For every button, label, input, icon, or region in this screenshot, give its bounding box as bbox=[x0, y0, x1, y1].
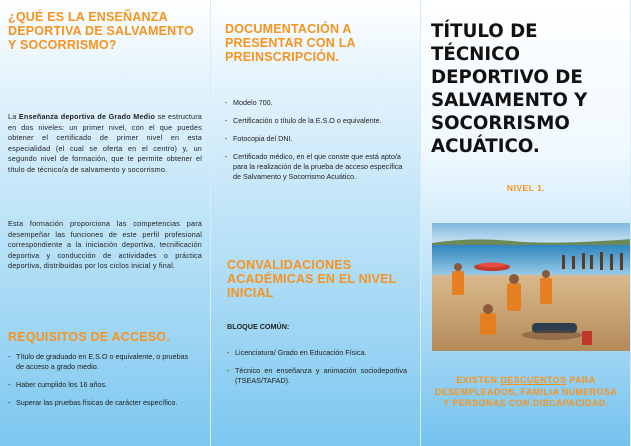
documents-list bbox=[225, 98, 405, 190]
document-item: - Certificación o título de la E.S.O o equivalente. bbox=[225, 116, 405, 126]
documentation-heading: DOCUMENTACIÓN A PRESENTAR CON LA PREINSCRIPCIÓN. bbox=[225, 22, 356, 64]
requirements-list bbox=[8, 352, 193, 416]
requirement-item: - Superar las pruebas físicas de carácter específico. bbox=[8, 398, 193, 408]
convalidations-heading: CONVALIDACIONES ACADÉMICAS EN EL NIVEL INICIAL bbox=[227, 258, 397, 300]
discount-notice bbox=[433, 375, 619, 410]
requirement-item: - Haber cumplido los 16 años. bbox=[8, 380, 193, 390]
requirement-item: - Título de graduado en E.S.O o equivalente, o pruebas de acceso a grado medio. bbox=[8, 352, 193, 372]
common-block-label: BLOQUE COMÚN: bbox=[227, 322, 290, 331]
discount-pre: EXISTEN bbox=[456, 375, 501, 385]
cover-title: TÍTULO DE TÉCNICO DEPORTIVO DE SALVAMENTO Y SOCORRISMO ACUÁTICO. bbox=[431, 21, 588, 157]
convalidation-item: - Técnico en enseñanza y animación sociodeportiva (TSEAS/TAFAD). bbox=[227, 366, 407, 386]
document-item: - Fotocopia del DNI. bbox=[225, 134, 405, 144]
intro-bold: Enseñanza deportiva de Grado Medio bbox=[18, 112, 156, 121]
what-is-heading: ¿QUÉ ES LA ENSEÑANZA DEPORTIVA DE SALVAMENTO Y SOCORRISMO? bbox=[8, 10, 194, 52]
panel-what-is bbox=[0, 0, 211, 446]
intro-paragraph bbox=[8, 112, 202, 175]
beach-rescue-photo bbox=[432, 223, 631, 351]
convalidation-item: - Licenciatura/ Grado en Educación Física. bbox=[227, 348, 407, 358]
panel-documentation bbox=[211, 0, 421, 446]
panel-cover bbox=[421, 0, 631, 446]
document-item: - Modelo 700. bbox=[225, 98, 405, 108]
competencies-paragraph: Esta formación proporciona las competencias para desempeñar las funciones de este perfil profesional correspondiente a la iniciación deportiva, tecnificación deportiva y conducción de actividades o práctica deportiva, distribuidas por los ciclos inicial y final. bbox=[8, 219, 202, 270]
document-item: - Certificado médico, en el que conste que está apto/a para la realización de la prueba de acceso específica de Salvamento y Socorrismo Acuático. bbox=[225, 152, 405, 182]
convalidations-list bbox=[227, 348, 407, 394]
discount-post: PARA DESEMPLEADOS, FAMILIA NUMEROSA Y PERSONAS CON DISCAPACIDAD. bbox=[434, 375, 618, 408]
intro-rest: se estructura en dos niveles: un primer nivel, con el que puedes obtener el certificado de primer nivel en esta especialidad (el cual se oferta en el centro) y, un segundo nivel de formación, que te permite obtener el título de técnico/a de salvamento y socorrismo. bbox=[8, 112, 203, 174]
intro-prefix: La bbox=[8, 112, 19, 121]
requirements-heading: REQUISITOS DE ACCESO. bbox=[8, 330, 170, 344]
discount-highlight: DESCUENTOS bbox=[500, 375, 567, 385]
level-label: NIVEL 1. bbox=[506, 183, 546, 193]
